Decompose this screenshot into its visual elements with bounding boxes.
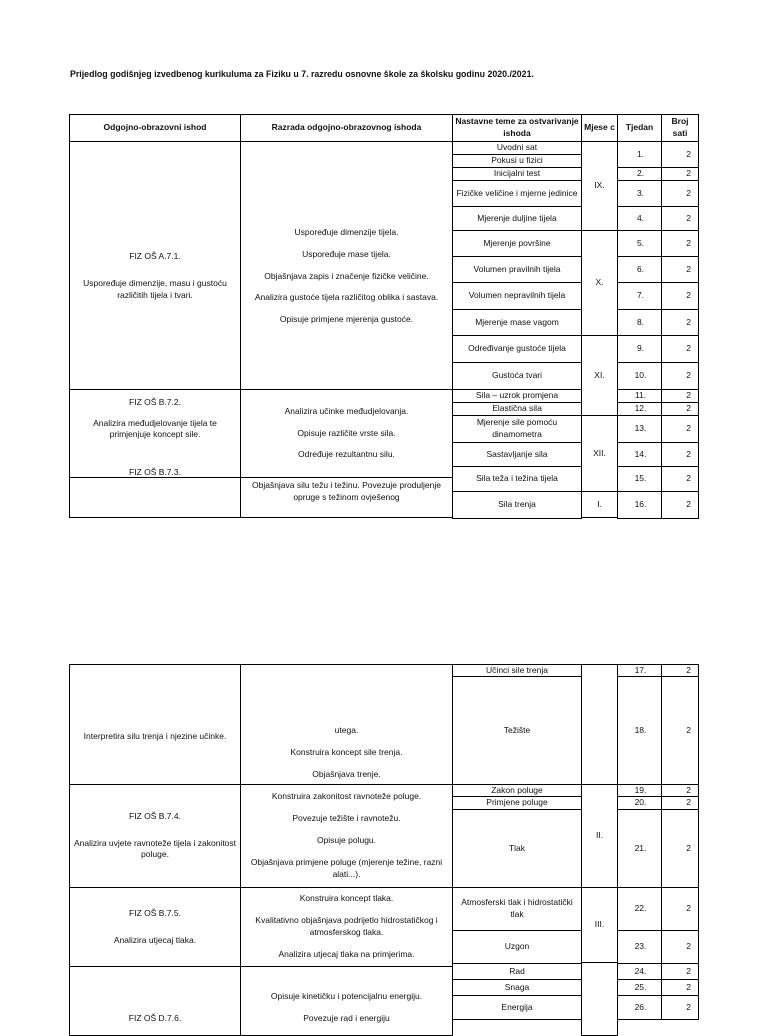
razrada-item: Objašnjava trenje. xyxy=(312,768,381,779)
hours-cell: 2 xyxy=(686,168,691,179)
week-cell: 8. xyxy=(636,316,645,327)
hours-cell: 2 xyxy=(686,664,691,675)
ishod-cell-b73 xyxy=(69,477,241,518)
razrada-item: Opisuje različite vrste sila. xyxy=(297,427,396,438)
ishod-text: Analizira međudjelovanje tijela te primjenjuje koncept sile. xyxy=(93,417,217,440)
hours-cell: 2 xyxy=(686,1001,691,1012)
hours-cell: 2 xyxy=(686,290,691,301)
razrada-block-3 xyxy=(240,477,453,518)
ishod-text: Uspoređuje dimenzije, masu i gustoću različitih tijela i tvari. xyxy=(83,278,227,300)
hours-cell: 2 xyxy=(686,423,691,434)
ishod-b75 xyxy=(69,887,241,967)
razrada-item: Opisuje primjene mjerenja gustoće. xyxy=(279,314,414,325)
week-cell: 22. xyxy=(634,903,647,914)
month-label: XII. xyxy=(593,447,606,458)
ishod-code: FIZ OŠ A.7.1. xyxy=(129,251,181,262)
topic-cell: Rad xyxy=(509,965,525,976)
week-cell: 20. xyxy=(634,797,647,808)
razrada-item: Konstruira koncept sile trenja. xyxy=(290,746,403,757)
week-cell: 3. xyxy=(636,187,645,198)
razrada-block-7 xyxy=(240,986,453,1024)
week-cell: 26. xyxy=(634,1001,647,1012)
topic-cell: Snaga xyxy=(504,981,530,992)
hours-cell: 2 xyxy=(686,316,691,327)
header-teme: Nastavne teme za ostvarivanje ishoda xyxy=(455,116,579,138)
hours-cell: 2 xyxy=(686,724,691,735)
hours-cell: 2 xyxy=(686,403,691,414)
topic-cell: Pokusi u fizici xyxy=(491,155,543,166)
week-cell: 9. xyxy=(636,343,645,354)
razrada-item: Konstruira zakonitost ravnoteže poluge. xyxy=(271,791,422,802)
month-label: XI. xyxy=(594,369,605,380)
razrada-item: Kvalitativno objašnjava podrijetlo hidrostatičkog i atmosferskog tlaka. xyxy=(255,915,438,937)
razrada-item: Povezuje rad i energiju xyxy=(303,1012,390,1023)
topic-cell: Učinci sile trenja xyxy=(486,664,548,675)
topic-cell: Energija xyxy=(501,1001,533,1012)
hours-cell: 2 xyxy=(686,343,691,354)
razrada-item: Konstruira koncept tlaka. xyxy=(299,893,394,904)
hours-cell: 2 xyxy=(686,212,691,223)
ishod-b73 xyxy=(69,467,241,477)
razrada-item: Analizira utjecaj tlaka na primjerima. xyxy=(278,948,415,959)
ishod-b72 xyxy=(69,389,241,449)
topic-cell: Uvodni sat xyxy=(496,142,538,153)
hours-cell: 2 xyxy=(686,148,691,159)
week-cell: 10. xyxy=(634,370,647,381)
month-label: X. xyxy=(595,277,604,288)
topic-cell: Atmosferski tlak i hidrostatički tlak xyxy=(461,897,573,919)
week-cell: 7. xyxy=(636,290,645,301)
razrada-item: Povezuje težište i ravnotežu. xyxy=(292,813,401,824)
week-cell: 4. xyxy=(636,212,645,223)
topic-cell: Primjene poluge xyxy=(486,797,548,808)
topic-cell: Fizičke veličine i mjerne jedinice xyxy=(456,187,578,198)
header-tjedan: Tjedan xyxy=(625,122,654,133)
topic-cell: Težište xyxy=(503,724,531,735)
hours-cell: 2 xyxy=(686,187,691,198)
hours-cell: 2 xyxy=(686,903,691,914)
razrada-block-6 xyxy=(240,887,453,967)
week-cell: 15. xyxy=(634,473,647,484)
month-cell-blank xyxy=(581,962,618,1036)
week-cell: 6. xyxy=(636,263,645,274)
razrada-item: Uspoređuje mase tijela. xyxy=(302,248,391,259)
week-cell: 21. xyxy=(634,842,647,853)
razrada-item: Opisuje polugu. xyxy=(316,835,377,846)
week-cell: 1. xyxy=(636,148,645,159)
ishod-code: FIZ OŠ D.7.6. xyxy=(128,1013,182,1024)
ishod-text: Interpretira silu trenja i njezine učinke. xyxy=(83,730,227,741)
week-cell: 25. xyxy=(634,981,647,992)
row-divider xyxy=(69,477,241,478)
razrada-item: Objašnjava silu težu i težinu. Povezuje produljenje opruge s težinom ovješenog xyxy=(251,480,441,502)
razrada-block-1 xyxy=(240,141,453,390)
header-ishod: Odgojno-obrazovni ishod xyxy=(103,122,207,133)
week-cell: 5. xyxy=(636,237,645,248)
topic-cell: Tlak xyxy=(508,842,526,853)
week-cell: 24. xyxy=(634,965,647,976)
topic-cell: Mjerenje duljine tijela xyxy=(477,212,557,223)
topic-cell: Mjerenje površine xyxy=(483,237,551,248)
month-cell-blank xyxy=(581,664,618,785)
document-title: Prijedlog godišnjeg izvedbenog kurikuluma za Fiziku u 7. razredu osnovne škole za školsku godinu 2020./2021. xyxy=(70,69,534,79)
week-cell: 2. xyxy=(636,168,645,179)
razrada-item: Objašnjava primjene poluge (mjerenje težine, razni alati...). xyxy=(250,856,443,879)
week-cell: 23. xyxy=(634,941,647,952)
hours-cell: 2 xyxy=(686,797,691,808)
razrada-item: utega. xyxy=(334,725,359,735)
week-cell: 13. xyxy=(634,423,647,434)
razrada-block-2 xyxy=(240,389,453,478)
topic-cell: Uzgon xyxy=(504,941,530,952)
topic-cell: Sila trenja xyxy=(498,499,536,510)
ishod-code: FIZ OŠ B.7.3. xyxy=(129,467,181,477)
hours-cell: 2 xyxy=(686,784,691,795)
month-label: II. xyxy=(595,830,604,841)
topic-cell: Volumen nepravilnih tijela xyxy=(468,290,566,301)
month-label: I. xyxy=(597,498,602,509)
razrada-item: Određuje rezultantnu silu. xyxy=(298,449,395,460)
razrada-block-4 xyxy=(240,720,453,790)
hours-cell: 2 xyxy=(686,390,691,401)
topic-cell: Sila – uzrok promjena xyxy=(475,390,559,401)
topic-cell: Mjerenje mase vagom xyxy=(475,316,559,327)
week-cell: 14. xyxy=(634,448,647,459)
ishod-code: FIZ OŠ B.7.2. xyxy=(129,396,181,407)
ishod-code: FIZ OŠ B.7.4. xyxy=(129,810,181,821)
week-cell: 11. xyxy=(634,390,647,401)
razrada-item: Analizira gustoće tijela različitog oblika i sastava. xyxy=(254,292,439,303)
hours-cell: 2 xyxy=(686,448,691,459)
topic-cell: Sila teža i težina tijela xyxy=(476,473,558,484)
ishod-text: Analizira utjecaj tlaka. xyxy=(113,934,197,945)
razrada-item: Uspoređuje dimenzije tijela. xyxy=(294,226,399,237)
topic-cell: Mjerenje sile pomoću dinamometra xyxy=(476,417,558,439)
header-razrada: Razrada odgojno-obrazovnog ishoda xyxy=(271,122,422,133)
razrada-block-5 xyxy=(240,784,453,888)
topic-cell: Gustoća tvari xyxy=(491,370,543,381)
month-label: IX. xyxy=(594,180,605,191)
hours-cell: 2 xyxy=(686,237,691,248)
month-label: III. xyxy=(594,919,605,930)
header-sati: Broj sati xyxy=(671,116,689,138)
hours-cell: 2 xyxy=(686,941,691,952)
hours-cell: 2 xyxy=(686,473,691,484)
ishod-a71 xyxy=(69,141,241,390)
hours-cell: 2 xyxy=(686,842,691,853)
topic-cell: Inicijalni test xyxy=(493,168,541,179)
hours-cell: 2 xyxy=(686,263,691,274)
topic-cell: Određivanje gustoće tijela xyxy=(468,343,566,354)
hours-cell: 2 xyxy=(686,499,691,510)
ishod-b74 xyxy=(69,784,241,888)
week-cell: 12. xyxy=(634,403,647,414)
week-cell: 18. xyxy=(634,724,647,735)
topic-cell: Elastična sila xyxy=(492,403,542,414)
week-cell: 19. xyxy=(634,784,647,795)
hours-cell: 2 xyxy=(686,370,691,381)
week-cell: 16. xyxy=(634,499,647,510)
razrada-item: Analizira učinke međudjelovanja. xyxy=(284,405,409,416)
topic-cell: Sastavljanje sila xyxy=(486,448,548,459)
week-cell: 17. xyxy=(634,664,647,675)
topic-cell: Volumen pravilnih tijela xyxy=(473,263,561,274)
header-mjesec: Mjese c xyxy=(584,122,615,133)
hours-cell: 2 xyxy=(686,981,691,992)
razrada-item: Opisuje kinetičku i potencijalnu energiju. xyxy=(270,991,423,1001)
ishod-text: Analizira uvjete ravnoteže tijela i zakonitost poluge. xyxy=(73,837,237,860)
ishod-code: FIZ OŠ B.7.5. xyxy=(129,907,181,918)
razrada-item: Objašnjava zapis i značenje fizičke veličine. xyxy=(264,270,429,281)
hours-cell: 2 xyxy=(686,965,691,976)
topic-cell: Zakon poluge xyxy=(491,784,543,795)
